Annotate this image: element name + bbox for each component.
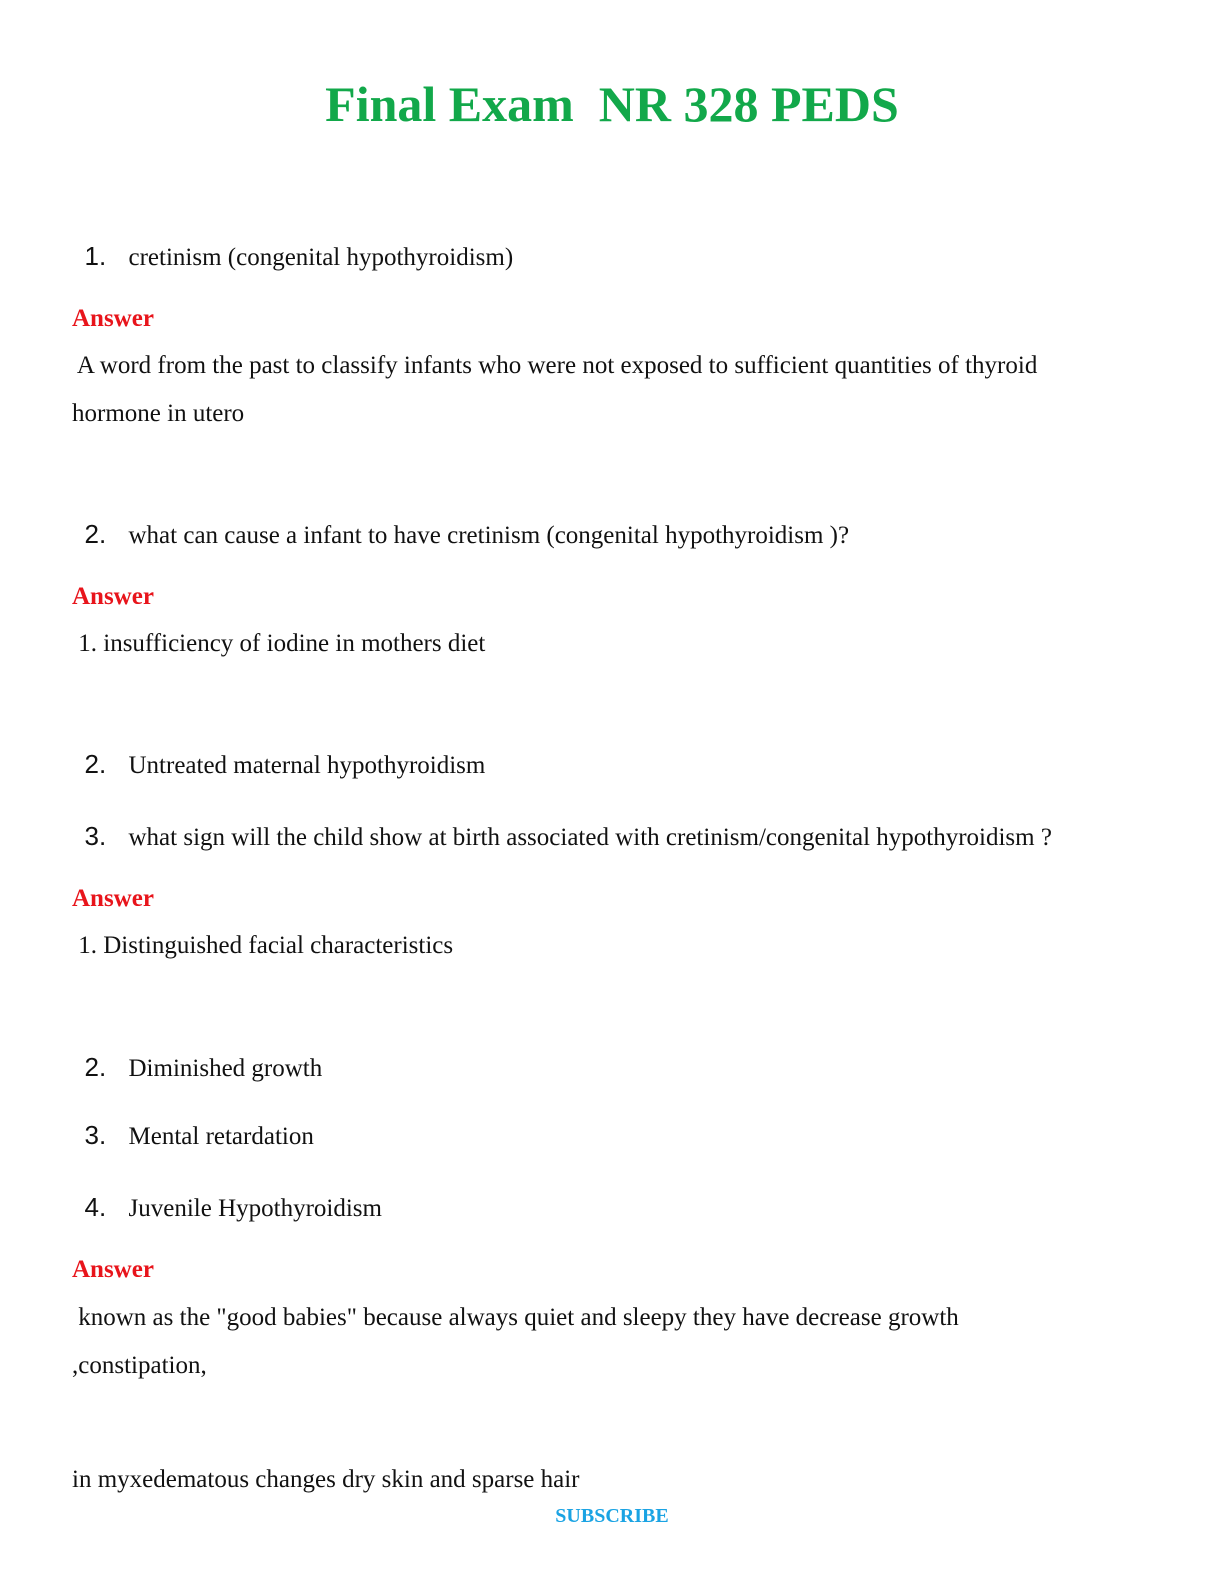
question-3: [72, 785, 1052, 855]
answer-label: Answer: [72, 583, 154, 610]
answer-text: ,constipation,: [72, 1352, 207, 1379]
answer-text: known as the "good babies" because always quiet and sleepy they have decrease growth: [72, 1304, 959, 1331]
question-number: 1.: [84, 241, 107, 271]
list-item: [72, 713, 485, 783]
list-text: Mental retardation: [128, 1123, 314, 1150]
answer-text: 1. Distinguished facial characteristics: [72, 932, 454, 959]
question-text: cretinism (congenital hypothyroidism): [128, 244, 514, 271]
list-number: 2.: [84, 749, 107, 779]
subscribe-link[interactable]: SUBSCRIBE: [555, 1505, 669, 1527]
question-number: 4.: [84, 1192, 107, 1222]
answer-label: Answer: [72, 305, 154, 332]
list-text: Diminished growth: [128, 1055, 323, 1082]
answer-text: 1. insufficiency of iodine in mothers diet: [72, 630, 486, 657]
question-number: 2.: [84, 519, 107, 549]
question-4: [72, 1156, 382, 1226]
question-number: 3.: [84, 821, 107, 851]
question-text: what sign will the child show at birth associated with cretinism/congenital hypothyroidism ?: [128, 824, 1052, 851]
list-number: 3.: [84, 1120, 107, 1150]
question-text: what can cause a infant to have cretinism (congenital hypothyroidism )?: [128, 522, 850, 549]
list-item: [72, 1016, 322, 1086]
document-title: Final Exam NR 328 PEDS: [325, 76, 899, 132]
list-text: Untreated maternal hypothyroidism: [128, 752, 486, 779]
question-text: Juvenile Hypothyroidism: [128, 1195, 382, 1222]
answer-text: A word from the past to classify infants who were not exposed to sufficient quantities of thyroid: [72, 352, 1038, 379]
answer-label: Answer: [72, 885, 154, 912]
question-1: [72, 205, 513, 275]
list-item: [72, 1084, 314, 1154]
answer-text: in myxedematous changes dry skin and sparse hair: [72, 1466, 580, 1493]
answer-text: hormone in utero: [72, 400, 245, 427]
question-2: [72, 483, 849, 553]
answer-label: Answer: [72, 1256, 154, 1283]
list-number: 2.: [84, 1052, 107, 1082]
